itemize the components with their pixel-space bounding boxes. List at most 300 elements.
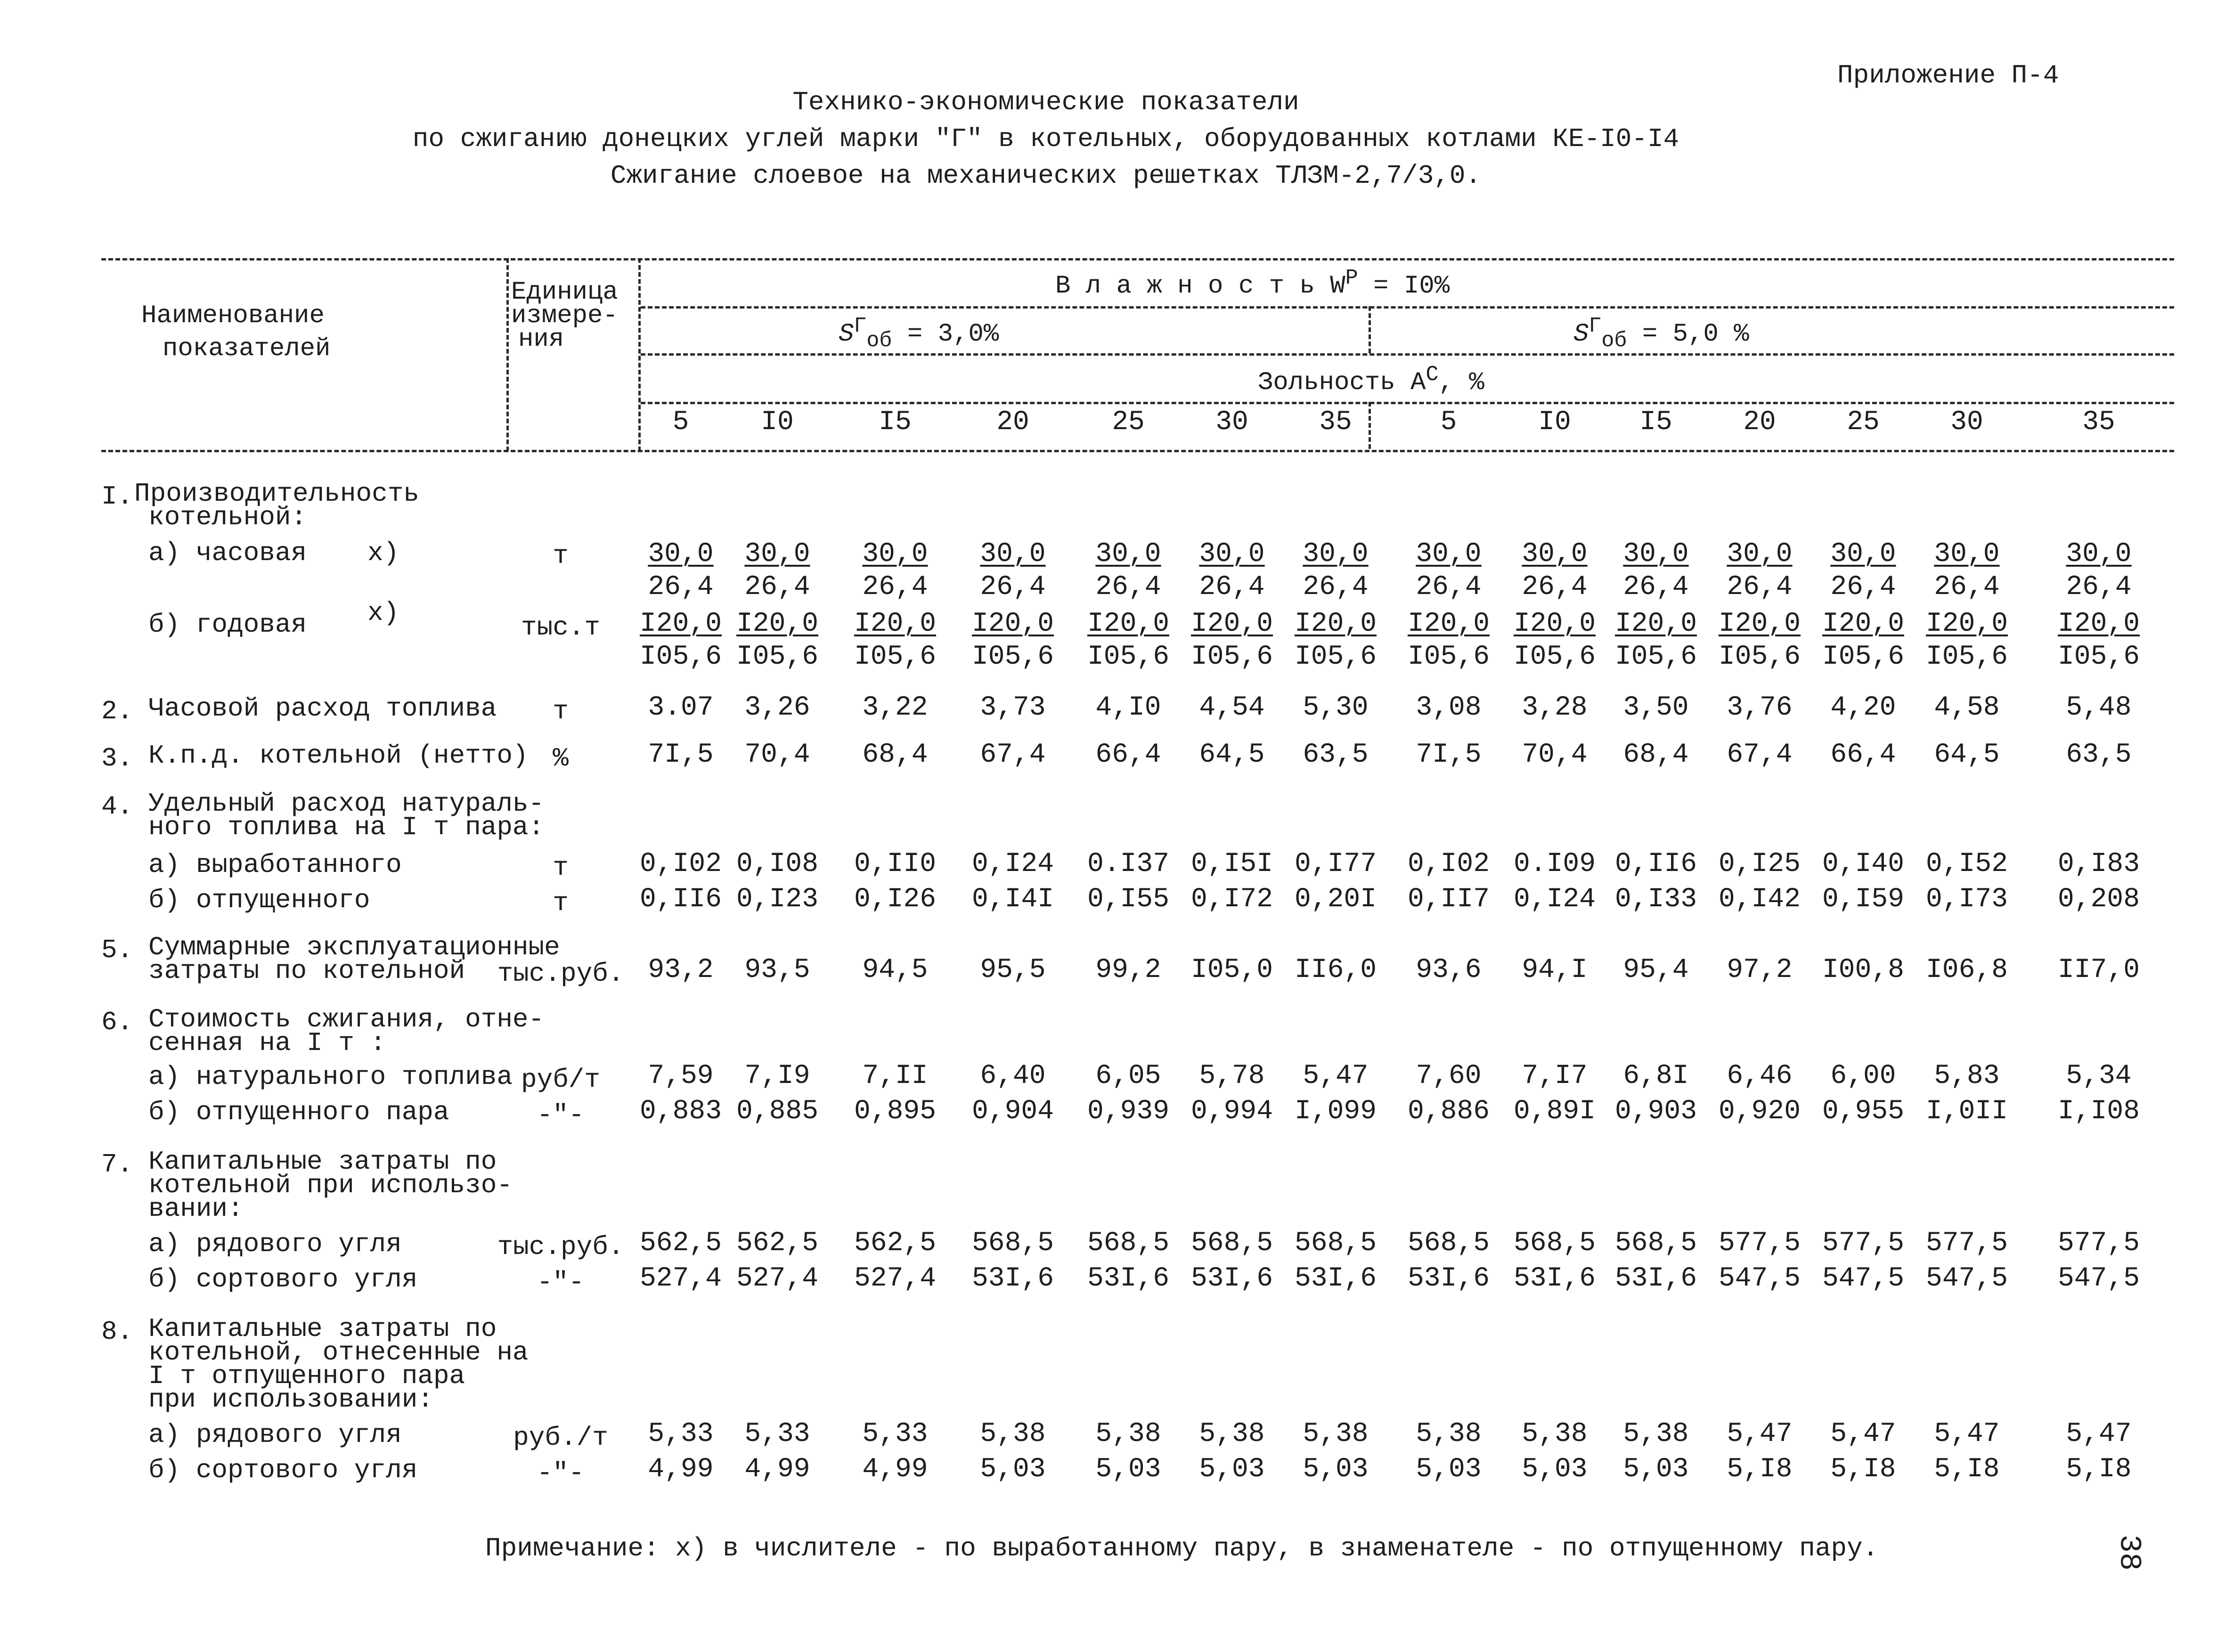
value-cell: I20,0	[1614, 609, 1697, 639]
row-number: 7.	[101, 1149, 133, 1180]
header-name-line-2: показателей	[163, 334, 331, 363]
value-cell: 0,I5I	[1190, 849, 1273, 879]
value-cell: I,I08	[2057, 1096, 2140, 1127]
row-label: Капитальные затраты по	[148, 1147, 497, 1177]
value-cell: 562,5	[854, 1228, 937, 1259]
value-cell: 4,99	[648, 1454, 714, 1485]
sulfur-right-sub: об	[1601, 328, 1627, 353]
value-cell: 30,0	[980, 539, 1046, 570]
value-cell: 4,54	[1199, 692, 1265, 723]
value-cell: 568,5	[971, 1228, 1054, 1259]
value-cell: I05,6	[1718, 642, 1801, 672]
value-cell: 5,38	[1303, 1419, 1369, 1449]
value-cell: 26,4	[1934, 572, 2000, 602]
value-cell: 7,I7	[1522, 1061, 1588, 1091]
unit-cell: %	[553, 743, 569, 773]
value-cell: 0,883	[639, 1096, 722, 1127]
value-cell: 7,60	[1416, 1061, 1482, 1091]
row-number: 5.	[101, 935, 133, 965]
row-label: б) отпущенного	[148, 885, 370, 915]
value-cell: 5,38	[1199, 1419, 1265, 1449]
row-label: а) натурального топлива	[148, 1062, 513, 1092]
value-cell: 7,II	[862, 1061, 928, 1091]
value-cell: 53I,6	[1513, 1263, 1596, 1294]
row-label: б) годовая	[148, 610, 307, 640]
value-cell: I20,0	[2057, 609, 2140, 639]
ash-col: I5	[1639, 407, 1672, 438]
value-cell: 0,I42	[1718, 884, 1801, 915]
value-cell: 5,33	[744, 1419, 810, 1449]
value-cell: I05,6	[1513, 642, 1596, 672]
value-cell: 0,885	[736, 1096, 819, 1127]
ash-col: I0	[761, 407, 794, 438]
header-name-line-1: Наименование	[141, 301, 325, 330]
value-cell: 6,8I	[1623, 1061, 1689, 1091]
value-cell: 94,I	[1522, 955, 1588, 985]
value-cell: 30,0	[648, 539, 714, 570]
value-cell: 6,40	[980, 1061, 1046, 1091]
value-cell: 5,03	[1095, 1454, 1161, 1485]
ash-col: 20	[1743, 407, 1776, 438]
value-cell: 6,46	[1727, 1061, 1793, 1091]
value-cell: 577,5	[1925, 1228, 2008, 1259]
row-label: котельной при использо-	[148, 1170, 513, 1200]
value-cell: 0,I72	[1190, 884, 1273, 915]
value-cell: 3,28	[1522, 692, 1588, 723]
sulfur-right-symbol: S	[1573, 320, 1589, 349]
value-cell: 5,I8	[1934, 1454, 2000, 1485]
value-cell: 68,4	[862, 740, 928, 770]
unit-cell: руб./т	[513, 1423, 608, 1453]
value-cell: 577,5	[2057, 1228, 2140, 1259]
unit-cell: т	[553, 541, 569, 571]
value-cell: I06,8	[1925, 955, 2008, 985]
value-cell: I20,0	[1718, 609, 1801, 639]
row-label: б) сортового угля	[148, 1455, 418, 1485]
value-cell: 0,895	[854, 1096, 937, 1127]
value-cell: 3,08	[1416, 692, 1482, 723]
value-cell: 30,0	[1416, 539, 1482, 570]
value-cell: 63,5	[2066, 740, 2132, 770]
footnote: Примечание: x) в числителе - по выработанному пару, в знаменателе - по отпущенному пару.	[485, 1533, 1879, 1563]
value-cell: 0,I02	[1407, 849, 1490, 879]
value-cell: 5,38	[1095, 1419, 1161, 1449]
row-label: ного топлива на I т пара:	[148, 812, 545, 842]
value-cell: 67,4	[1727, 740, 1793, 770]
sulfur-left-sup: Г	[854, 314, 867, 338]
value-cell: 527,4	[736, 1263, 819, 1294]
value-cell: 5,I8	[1727, 1454, 1793, 1485]
value-cell: 67,4	[980, 740, 1046, 770]
value-cell: I05,6	[1614, 642, 1697, 672]
unit-cell: т	[553, 853, 569, 883]
value-cell: 527,4	[639, 1263, 722, 1294]
value-cell: 3,50	[1623, 692, 1689, 723]
sulfur-right-header	[1573, 312, 1749, 356]
sulfur-right-value: = 5,0 %	[1642, 320, 1749, 349]
value-cell: I05,0	[1190, 955, 1273, 985]
value-cell: 53I,6	[1294, 1263, 1377, 1294]
unit-cell: -"-	[537, 1267, 585, 1297]
value-cell: 547,5	[1925, 1263, 2008, 1294]
row-label: Часовой расход топлива	[148, 693, 497, 724]
value-cell: I05,6	[2057, 642, 2140, 672]
value-cell: 562,5	[639, 1228, 722, 1259]
value-cell: 0,I23	[736, 884, 819, 915]
value-cell: 30,0	[2066, 539, 2132, 570]
value-cell: 26,4	[1830, 572, 1896, 602]
value-cell: 30,0	[862, 539, 928, 570]
value-cell: 5,38	[1416, 1419, 1482, 1449]
value-cell: 547,5	[2057, 1263, 2140, 1294]
row-number: I.	[101, 481, 133, 512]
row-label: Капитальные затраты по	[148, 1314, 497, 1344]
value-cell: 99,2	[1095, 955, 1161, 985]
value-cell: 5,33	[862, 1419, 928, 1449]
value-cell: 5,I8	[1830, 1454, 1896, 1485]
value-cell: 0,920	[1718, 1096, 1801, 1127]
value-cell: I05,6	[1087, 642, 1170, 672]
value-cell: 26,4	[1623, 572, 1689, 602]
value-cell: 26,4	[1199, 572, 1265, 602]
value-cell: 26,4	[1727, 572, 1793, 602]
value-cell: 53I,6	[971, 1263, 1054, 1294]
unit-cell: -"-	[537, 1100, 585, 1130]
value-cell: 568,5	[1614, 1228, 1697, 1259]
value-cell: 0,I24	[971, 849, 1054, 879]
value-cell: 30,0	[1199, 539, 1265, 570]
value-cell: 26,4	[1416, 572, 1482, 602]
sulfur-left-symbol: S	[839, 320, 854, 349]
value-cell: 5,I8	[2066, 1454, 2132, 1485]
value-cell: 577,5	[1718, 1228, 1801, 1259]
value-cell: 0,994	[1190, 1096, 1273, 1127]
row-number: 3.	[101, 743, 133, 773]
row-label: сенная на I т :	[148, 1028, 386, 1058]
row-number: 4.	[101, 791, 133, 822]
title-line-1: Технико-экономические показатели	[792, 87, 1299, 117]
value-cell: 93,5	[744, 955, 810, 985]
value-cell: 26,4	[648, 572, 714, 602]
unit-cell: руб/т	[521, 1065, 601, 1095]
value-cell: 7,I9	[744, 1061, 810, 1091]
value-cell: 53I,6	[1407, 1263, 1490, 1294]
value-cell: 5,03	[1522, 1454, 1588, 1485]
ash-header	[1258, 360, 1484, 398]
value-cell: I20,0	[639, 609, 722, 639]
value-cell: 0,I24	[1513, 884, 1596, 915]
value-cell: 3,76	[1727, 692, 1793, 723]
value-cell: 5,47	[2066, 1419, 2132, 1449]
ash-sup: С	[1426, 363, 1439, 387]
value-cell: I20,0	[1190, 609, 1273, 639]
value-cell: 4,58	[1934, 692, 2000, 723]
value-cell: 30,0	[1830, 539, 1896, 570]
value-cell: 5,33	[648, 1419, 714, 1449]
value-cell: 26,4	[862, 572, 928, 602]
value-cell: 5,38	[1623, 1419, 1689, 1449]
value-cell: 26,4	[744, 572, 810, 602]
value-cell: 5,03	[1623, 1454, 1689, 1485]
row-label: при использовании:	[148, 1384, 433, 1415]
value-cell: 93,2	[648, 955, 714, 985]
value-cell: 0,I08	[736, 849, 819, 879]
header-unit-line-3: ния	[518, 325, 564, 354]
value-cell: 5,38	[980, 1419, 1046, 1449]
value-cell: 0,I59	[1822, 884, 1905, 915]
value-cell: 30,0	[1303, 539, 1369, 570]
value-cell: I20,0	[736, 609, 819, 639]
value-cell: 68,4	[1623, 740, 1689, 770]
value-cell: 26,4	[1095, 572, 1161, 602]
row-label: а) выработанного	[148, 850, 402, 880]
moisture-header	[1055, 264, 1450, 301]
unit-cell: тыс.руб.	[497, 959, 624, 989]
value-cell: 5,47	[1727, 1419, 1793, 1449]
value-cell: 30,0	[1727, 539, 1793, 570]
value-cell: I20,0	[1087, 609, 1170, 639]
value-cell: 0,II6	[639, 884, 722, 915]
ash-text: Зольность А	[1258, 368, 1426, 397]
row-label: затраты по котельной	[148, 956, 465, 986]
ash-col: 25	[1112, 407, 1145, 438]
value-cell: 7,59	[648, 1061, 714, 1091]
page-number: 38	[2111, 1534, 2146, 1571]
value-cell: I05,6	[854, 642, 937, 672]
value-cell: I05,6	[1925, 642, 2008, 672]
row-label: вании:	[148, 1194, 244, 1224]
value-cell: 30,0	[1934, 539, 2000, 570]
value-cell: 30,0	[1522, 539, 1588, 570]
value-cell: 0,939	[1087, 1096, 1170, 1127]
value-cell: 5,03	[1416, 1454, 1482, 1485]
value-cell: 0,904	[971, 1096, 1054, 1127]
moisture-sup: P	[1345, 266, 1358, 290]
value-cell: 6,00	[1830, 1061, 1896, 1091]
value-cell: I05,6	[1294, 642, 1377, 672]
value-cell: 26,4	[1303, 572, 1369, 602]
value-cell: I05,6	[1407, 642, 1490, 672]
value-cell: 0,II7	[1407, 884, 1490, 915]
row-label: Удельный расход натураль-	[148, 789, 545, 819]
header-unit-line-1: Единица	[511, 278, 618, 307]
value-cell: 94,5	[862, 955, 928, 985]
unit-cell: тыс.руб.	[497, 1232, 624, 1262]
value-cell: 547,5	[1822, 1263, 1905, 1294]
ash-unit: , %	[1438, 368, 1484, 397]
value-cell: 5,48	[2066, 692, 2132, 723]
ash-col: 5	[1440, 407, 1457, 438]
value-cell: 0.I09	[1513, 849, 1596, 879]
value-cell: 5,47	[1303, 1061, 1369, 1091]
value-cell: 5,47	[1934, 1419, 2000, 1449]
value-cell: 63,5	[1303, 740, 1369, 770]
row-number: 6.	[101, 1007, 133, 1037]
value-cell: 0,I77	[1294, 849, 1377, 879]
value-cell: 568,5	[1087, 1228, 1170, 1259]
value-cell: 0,I40	[1822, 849, 1905, 879]
value-cell: II7,0	[2057, 955, 2140, 985]
value-cell: 0,886	[1407, 1096, 1490, 1127]
value-cell: 0.I37	[1087, 849, 1170, 879]
value-cell: 66,4	[1830, 740, 1896, 770]
value-cell: 6,05	[1095, 1061, 1161, 1091]
header-rule-2	[641, 306, 2174, 309]
value-cell: 5,34	[2066, 1061, 2132, 1091]
moisture-value: = I0%	[1373, 272, 1450, 301]
value-cell: 547,5	[1718, 1263, 1801, 1294]
header-bottom-rule	[101, 450, 2174, 452]
sulfur-left-header	[839, 312, 999, 356]
value-cell: I,099	[1294, 1096, 1377, 1127]
value-cell: I20,0	[1822, 609, 1905, 639]
value-cell: 0,903	[1614, 1096, 1697, 1127]
ash-col: 20	[996, 407, 1029, 438]
value-cell: 0,I73	[1925, 884, 2008, 915]
ash-col: 30	[1215, 407, 1248, 438]
value-cell: 5,83	[1934, 1061, 2000, 1091]
value-cell: 26,4	[980, 572, 1046, 602]
row-label: а) рядового угля	[148, 1229, 402, 1259]
moisture-text: В л а ж н о с т ь W	[1055, 272, 1345, 301]
value-cell: 577,5	[1822, 1228, 1905, 1259]
value-cell: 53I,6	[1614, 1263, 1697, 1294]
value-cell: 5,30	[1303, 692, 1369, 723]
row-label: б) отпущенного пара	[148, 1097, 449, 1127]
unit-cell: т	[553, 696, 569, 726]
value-cell: 0,I4I	[971, 884, 1054, 915]
value-cell: 97,2	[1727, 955, 1793, 985]
value-cell: 562,5	[736, 1228, 819, 1259]
unit-cell: тыс.т	[521, 612, 601, 643]
row-label: Стоимость сжигания, отне-	[148, 1004, 545, 1034]
ash-col: 35	[1319, 407, 1352, 438]
header-divider-sulfur	[1369, 306, 1371, 353]
ash-col: 25	[1847, 407, 1880, 438]
value-cell: I20,0	[1925, 609, 2008, 639]
row-label: Производительность	[134, 479, 419, 509]
row-number: 2.	[101, 696, 133, 726]
value-cell: 64,5	[1199, 740, 1265, 770]
value-cell: 568,5	[1190, 1228, 1273, 1259]
value-cell: 0,I83	[2057, 849, 2140, 879]
value-cell: 30,0	[1095, 539, 1161, 570]
value-cell: 568,5	[1407, 1228, 1490, 1259]
ash-col: 30	[1950, 407, 1983, 438]
value-cell: 95,4	[1623, 955, 1689, 985]
value-cell: 3,22	[862, 692, 928, 723]
row-label: К.п.д. котельной (нетто)	[148, 741, 529, 771]
unit-cell: т	[553, 888, 569, 918]
sulfur-right-sup: Г	[1589, 314, 1602, 338]
value-cell: I20,0	[854, 609, 937, 639]
header-divider-name	[506, 258, 509, 451]
row-label: I т отпущенного пара	[148, 1361, 465, 1391]
value-cell: 4,20	[1830, 692, 1896, 723]
value-cell: 5,03	[980, 1454, 1046, 1485]
value-cell: 0,I55	[1087, 884, 1170, 915]
value-cell: 7I,5	[648, 740, 714, 770]
value-cell: 0,I33	[1614, 884, 1697, 915]
value-cell: 4,99	[744, 1454, 810, 1485]
value-cell: I20,0	[1407, 609, 1490, 639]
value-cell: 26,4	[2066, 572, 2132, 602]
value-cell: 5,47	[1830, 1419, 1896, 1449]
title-line-2: по сжиганию донецких углей марки "Г" в котельных, оборудованных котлами КЕ-I0-I4	[412, 124, 1679, 154]
value-cell: 53I,6	[1087, 1263, 1170, 1294]
value-cell: 0,20I	[1294, 884, 1377, 915]
value-cell: 0,89I	[1513, 1096, 1596, 1127]
value-cell: 0,I02	[639, 849, 722, 879]
header-unit-line-2: измере-	[511, 301, 618, 330]
value-cell: 4,I0	[1095, 692, 1161, 723]
row-label: котельной, отнесенные на	[148, 1337, 529, 1367]
row-label: б) сортового угля	[148, 1264, 418, 1294]
row-label: а) часовая	[148, 538, 307, 568]
value-cell: 70,4	[1522, 740, 1588, 770]
footnote-mark: x)	[367, 538, 399, 568]
sulfur-left-value: = 3,0%	[907, 320, 999, 349]
ash-col: I5	[879, 407, 912, 438]
value-cell: 66,4	[1095, 740, 1161, 770]
value-cell: 93,6	[1416, 955, 1482, 985]
value-cell: 95,5	[980, 955, 1046, 985]
value-cell: I05,6	[736, 642, 819, 672]
value-cell: 0,I26	[854, 884, 937, 915]
header-rule-4	[641, 402, 2174, 404]
unit-cell: -"-	[537, 1458, 585, 1488]
value-cell: I00,8	[1822, 955, 1905, 985]
value-cell: 70,4	[744, 740, 810, 770]
value-cell: 5,03	[1303, 1454, 1369, 1485]
value-cell: 4,99	[862, 1454, 928, 1485]
row-number: 8.	[101, 1317, 133, 1347]
footnote-mark: x)	[367, 598, 399, 628]
value-cell: I05,6	[639, 642, 722, 672]
value-cell: 0,II0	[854, 849, 937, 879]
value-cell: I05,6	[1822, 642, 1905, 672]
value-cell: 53I,6	[1190, 1263, 1273, 1294]
ash-col: 5	[672, 407, 689, 438]
header-top-rule	[101, 258, 2174, 260]
value-cell: 0,208	[2057, 884, 2140, 915]
value-cell: II6,0	[1294, 955, 1377, 985]
value-cell: 7I,5	[1416, 740, 1482, 770]
title-line-3: Сжигание слоевое на механических решетках ТЛЗМ-2,7/3,0.	[610, 161, 1482, 191]
value-cell: I20,0	[971, 609, 1054, 639]
value-cell: 527,4	[854, 1263, 937, 1294]
row-label: котельной:	[148, 502, 307, 532]
value-cell: 568,5	[1294, 1228, 1377, 1259]
value-cell: I05,6	[971, 642, 1054, 672]
value-cell: 568,5	[1513, 1228, 1596, 1259]
value-cell: 3,73	[980, 692, 1046, 723]
value-cell: 30,0	[744, 539, 810, 570]
value-cell: 26,4	[1522, 572, 1588, 602]
value-cell: I,0II	[1925, 1096, 2008, 1127]
value-cell: 30,0	[1623, 539, 1689, 570]
value-cell: 5,38	[1522, 1419, 1588, 1449]
ash-col: I0	[1538, 407, 1571, 438]
value-cell: I05,6	[1190, 642, 1273, 672]
value-cell: 5,78	[1199, 1061, 1265, 1091]
sulfur-left-sub: об	[866, 328, 892, 353]
row-label: Суммарные эксплуатационные	[148, 932, 560, 962]
value-cell: 5,03	[1199, 1454, 1265, 1485]
value-cell: 64,5	[1934, 740, 2000, 770]
value-cell: I20,0	[1294, 609, 1377, 639]
value-cell: 3.07	[648, 692, 714, 723]
